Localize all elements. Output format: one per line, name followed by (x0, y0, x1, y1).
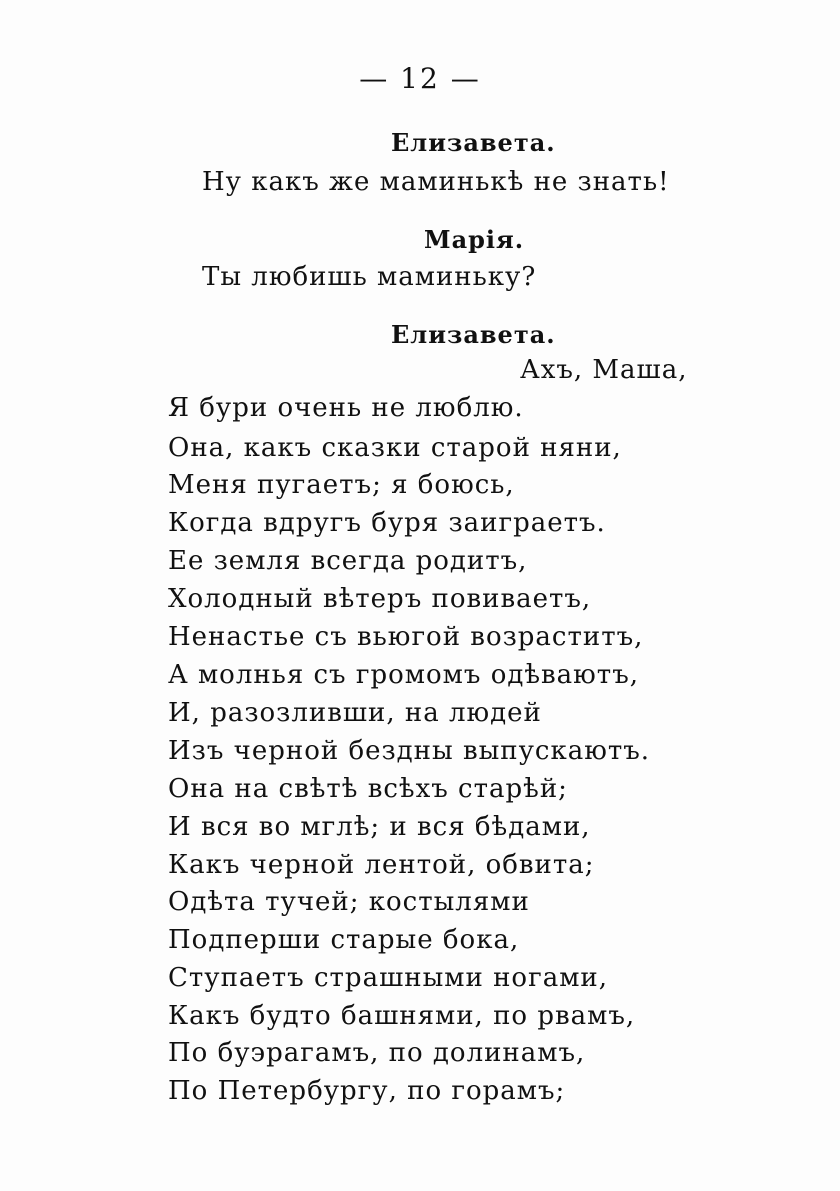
verse-line: Ты любишь маминьку? (202, 262, 537, 292)
speaker-name: Марія. (424, 225, 525, 254)
verse-line: Когда вдругъ буря заиграетъ. (168, 508, 606, 538)
verse-line: Ступаетъ страшными ногами, (168, 963, 609, 993)
verse-line: По буэрагамъ, по долинамъ, (168, 1038, 586, 1068)
page-number: — 12 — (359, 62, 481, 95)
verse-line: А молнья съ громомъ одѣваютъ, (168, 660, 639, 690)
verse-line: Меня пугаетъ; я боюсь, (168, 470, 515, 500)
speaker-name: Елизавета. (391, 128, 556, 157)
verse-line: Холодный вѣтеръ повиваетъ, (168, 584, 592, 614)
verse-line: Изъ черной бездны выпускаютъ. (168, 736, 651, 766)
verse-line: Ее земля всегда родитъ, (168, 546, 528, 576)
verse-line: Ну какъ же маминькѣ не знать! (202, 167, 670, 197)
verse-line: Подперши старые бока, (168, 925, 520, 955)
verse-line: Одѣта тучей; костылями (168, 887, 530, 917)
verse-line: Какъ черной лентой, обвита; (168, 850, 595, 880)
speaker-name: Елизавета. (391, 320, 556, 349)
verse-line: Какъ будто башнями, по рвамъ, (168, 1001, 636, 1031)
verse-line: Ахъ, Маша, (520, 355, 688, 385)
verse-line: Ненастье съ вьюгой возраститъ, (168, 622, 644, 652)
verse-line: Я бури очень не люблю. (168, 393, 524, 423)
verse-line: И вся во мглѣ; и вся бѣдами, (168, 812, 591, 842)
verse-line: Она, какъ сказки старой няни, (168, 433, 622, 463)
verse-line: По Петербургу, по горамъ; (168, 1076, 566, 1106)
verse-line: И, разозливши, на людей (168, 698, 542, 728)
verse-line: Она на свѣтѣ всѣхъ старѣй; (168, 774, 568, 804)
